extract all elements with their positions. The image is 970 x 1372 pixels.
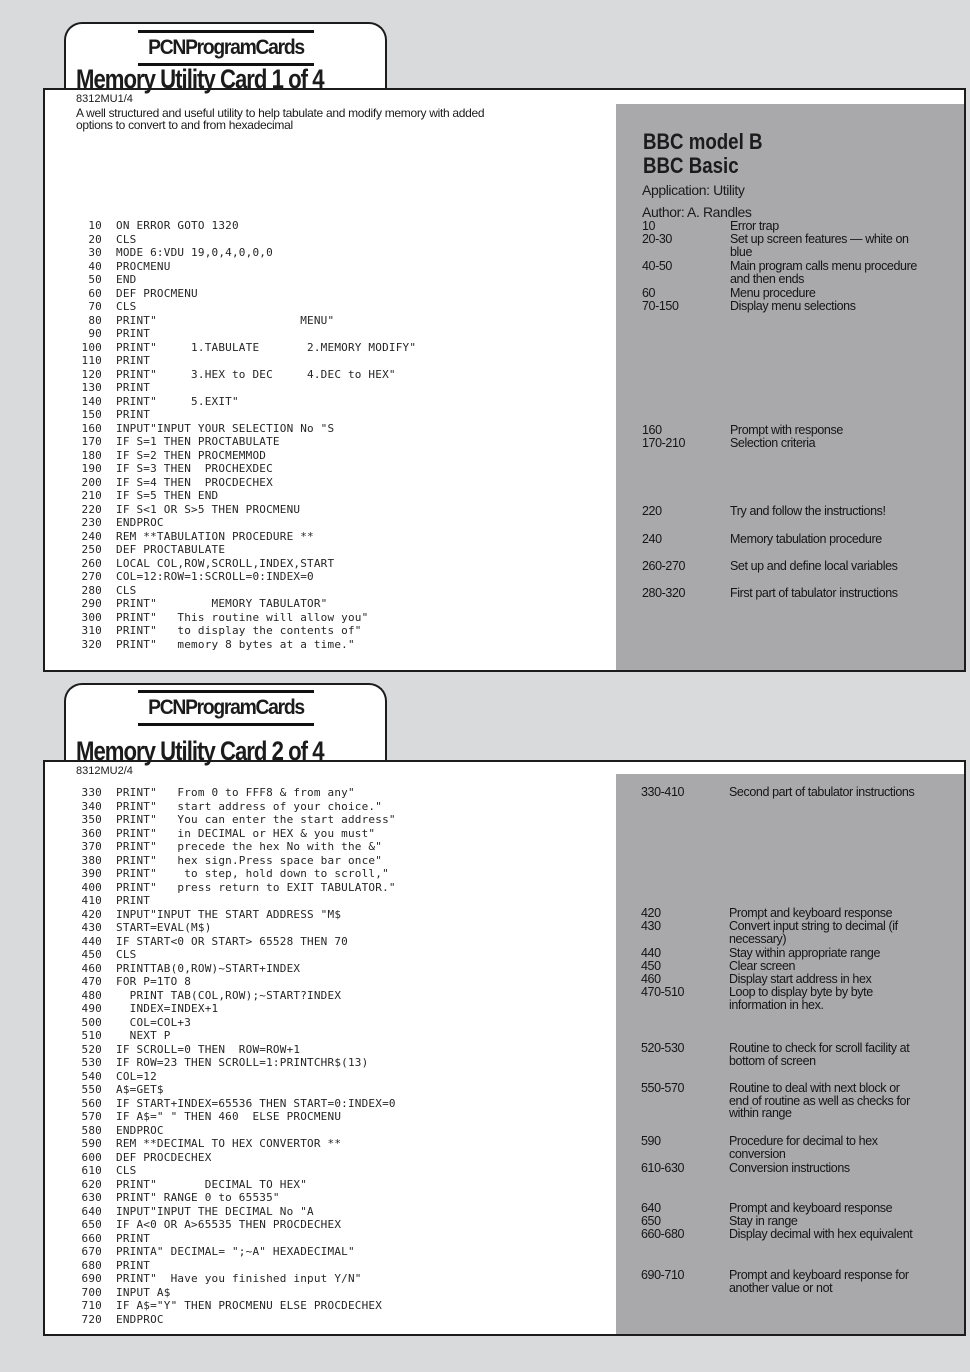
line-code: PRINT" RANGE 0 to 65535" <box>116 1191 280 1204</box>
code-line <box>68 921 396 935</box>
line-number: 210 <box>81 489 102 502</box>
line-code: PRINT" DECIMAL TO HEX" <box>116 1177 308 1191</box>
note-text: Set up screen features — white on blue <box>730 232 909 259</box>
line-number: 170 <box>81 435 102 448</box>
line-number: 70 <box>88 300 102 313</box>
code-line <box>68 584 416 598</box>
code-line <box>68 408 416 422</box>
note-text: Prompt and keyboard response <box>729 906 893 920</box>
line-code: COL=12:ROW=1:SCROLL=0:INDEX=0 <box>116 570 314 583</box>
line-number: 700 <box>81 1285 102 1299</box>
line-number: 640 <box>81 1204 102 1218</box>
line-code: PRINT" This routine will allow you" <box>116 610 369 624</box>
code-line <box>68 1218 396 1232</box>
line-number: 30 <box>88 246 102 259</box>
line-number: 470 <box>81 975 102 988</box>
line-code: IF S=4 THEN PROCDECHEX <box>116 475 273 489</box>
code-line <box>68 827 396 841</box>
line-number: 660 <box>81 1231 102 1245</box>
line-number: 160 <box>81 421 102 435</box>
line-code: PROCMENU <box>116 259 171 273</box>
line-number: 220 <box>81 502 102 516</box>
code-line <box>68 557 416 571</box>
line-code: PRINT" hex sign.Press space bar once" <box>116 853 383 867</box>
line-number: 120 <box>81 367 102 381</box>
line-code: INPUT"INPUT YOUR SELECTION No "S <box>116 421 335 435</box>
brand-rule-bottom <box>138 723 314 726</box>
code-line <box>68 503 416 517</box>
note-text: Display start address in hex <box>729 972 872 986</box>
note-line-ref: 70-150 <box>642 299 679 313</box>
code-line <box>68 1232 396 1246</box>
note-line-ref: 640 <box>641 1201 661 1215</box>
code-line <box>68 368 416 382</box>
code-line <box>68 219 416 233</box>
line-number: 240 <box>81 529 102 543</box>
line-number: 50 <box>88 273 102 286</box>
note-text: Routine to deal with next block or end of routine as well as checks for within range <box>729 1081 910 1120</box>
note-text: Main program calls menu procedure and then ends <box>730 259 917 286</box>
code-line <box>68 341 416 355</box>
code-line <box>68 435 416 449</box>
line-code: CLS <box>116 948 137 961</box>
line-number: 520 <box>81 1042 102 1056</box>
line-code: DEF PROCDECHEX <box>116 1150 212 1164</box>
line-number: 360 <box>81 826 102 840</box>
line-code: PRINT" memory 8 bytes at a time." <box>116 637 355 651</box>
note-line-ref: 260-270 <box>642 559 686 573</box>
line-code: INPUT"INPUT THE START ADDRESS "M$ <box>116 907 342 921</box>
code-line <box>68 881 396 895</box>
line-number: 690 <box>81 1272 102 1285</box>
line-code: IF A$=" " THEN 460 ELSE PROCMENU <box>116 1110 342 1123</box>
line-number: 140 <box>81 394 102 408</box>
code-line <box>68 1164 396 1178</box>
line-number: 200 <box>81 475 102 489</box>
note-line-ref: 20-30 <box>642 232 672 246</box>
line-number: 620 <box>81 1177 102 1191</box>
note-text: Conversion instructions <box>729 1161 850 1175</box>
code-line <box>68 314 416 328</box>
line-code: IF START+INDEX=65536 THEN START=0:INDEX=0 <box>116 1096 396 1110</box>
code-line <box>68 449 416 463</box>
note-line-ref: 590 <box>641 1134 661 1148</box>
line-number: 370 <box>81 840 102 853</box>
code-line <box>68 962 396 976</box>
line-number: 300 <box>81 610 102 624</box>
note-line-ref: 690-710 <box>641 1268 685 1282</box>
line-code: IF A$="Y" THEN PROCMENU ELSE PROCDECHEX <box>116 1299 383 1312</box>
line-code: INDEX=INDEX+1 <box>116 1002 219 1015</box>
line-code: END <box>116 273 137 286</box>
code-line <box>68 1110 396 1124</box>
line-number: 110 <box>81 354 102 367</box>
line-code: PRINT" MENU" <box>116 313 335 327</box>
line-code: ON ERROR GOTO 1320 <box>116 219 239 232</box>
line-code: REM **DECIMAL TO HEX CONVERTOR ** <box>116 1137 342 1150</box>
line-number: 610 <box>81 1164 102 1177</box>
line-code: PRINT" 1.TABULATE 2.MEMORY MODIFY" <box>116 340 417 354</box>
note-line-ref: 420 <box>641 906 661 920</box>
line-code: IF S<1 OR S>5 THEN PROCMENU <box>116 502 301 516</box>
note-line-ref: 520-530 <box>641 1041 685 1055</box>
note-text: Stay within appropriate range <box>729 946 880 960</box>
code-line <box>68 516 416 530</box>
note-text: Stay in range <box>729 1214 798 1228</box>
line-code: FOR P=1TO 8 <box>116 975 192 988</box>
note-line-ref: 650 <box>641 1214 661 1228</box>
code-line <box>68 813 396 827</box>
line-code: CLS <box>116 232 137 246</box>
code-line <box>68 422 416 436</box>
note-text: Display menu selections <box>730 299 856 313</box>
code-line <box>68 395 416 409</box>
card1-author: Author: A. Randles <box>642 204 752 220</box>
code-line <box>68 489 416 503</box>
line-code: PRINT <box>116 1258 151 1272</box>
code-line <box>68 246 416 260</box>
code-line <box>68 1286 396 1300</box>
code-line <box>68 1097 396 1111</box>
note-line-ref: 430 <box>641 919 661 933</box>
note-text: Loop to display byte by byte information in hex. <box>729 985 873 1012</box>
line-code: IF S=1 THEN PROCTABULATE <box>116 435 280 448</box>
line-number: 590 <box>81 1137 102 1150</box>
card1-title: Memory Utility Card 1 of 4 <box>76 64 324 94</box>
line-number: 570 <box>81 1110 102 1123</box>
line-number: 600 <box>81 1150 102 1164</box>
code-line <box>68 800 396 814</box>
code-line <box>68 1245 396 1259</box>
code-line <box>68 1016 396 1030</box>
line-number: 550 <box>81 1083 102 1096</box>
note-text: Procedure for decimal to hex conversion <box>729 1134 878 1161</box>
code-line <box>68 1083 396 1097</box>
line-number: 480 <box>81 988 102 1002</box>
line-code: DEF PROCTABULATE <box>116 543 226 556</box>
code-line <box>68 381 416 395</box>
note-text: Routine to check for scroll facility at bottom of screen <box>729 1041 910 1068</box>
line-code: COL=12 <box>116 1069 157 1083</box>
line-number: 350 <box>81 813 102 826</box>
line-number: 280 <box>81 583 102 597</box>
code-line <box>68 1029 396 1043</box>
line-number: 540 <box>81 1069 102 1083</box>
code-line <box>68 786 396 800</box>
line-number: 650 <box>81 1218 102 1231</box>
line-code: A$=GET$ <box>116 1083 164 1096</box>
line-code: PRINT" Have you finished input Y/N" <box>116 1272 362 1285</box>
note-text: Clear screen <box>729 959 796 973</box>
note-line-ref: 60 <box>642 286 656 300</box>
code-line <box>68 1137 396 1151</box>
line-number: 400 <box>81 880 102 894</box>
line-number: 10 <box>88 219 102 232</box>
note-text: Menu procedure <box>730 286 816 300</box>
note-text: Memory tabulation procedure <box>730 532 882 546</box>
line-code: MODE 6:VDU 19,0,4,0,0,0 <box>116 246 273 259</box>
card2-brand-logo <box>138 690 314 726</box>
line-number: 420 <box>81 907 102 921</box>
note-text: Display decimal with hex equivalent <box>729 1227 913 1241</box>
card1-code-listing <box>68 219 416 651</box>
line-number: 460 <box>81 961 102 975</box>
note-text: Try and follow the instructions! <box>730 504 886 518</box>
line-code: PRINT <box>116 327 151 340</box>
note-line-ref: 460 <box>641 972 661 986</box>
code-line <box>68 1002 396 1016</box>
line-number: 530 <box>81 1056 102 1069</box>
code-line <box>68 476 416 490</box>
line-code: PRINT" MEMORY TABULATOR" <box>116 597 328 610</box>
code-line <box>68 1124 396 1138</box>
code-line <box>68 854 396 868</box>
note-line-ref: 170-210 <box>642 436 686 450</box>
code-line <box>68 611 416 625</box>
line-number: 260 <box>81 556 102 570</box>
line-code: ENDPROC <box>116 1312 164 1326</box>
line-number: 90 <box>88 327 102 340</box>
line-code: IF S=5 THEN END <box>116 489 219 502</box>
line-code: CLS <box>116 583 137 597</box>
note-line-ref: 40-50 <box>642 259 672 273</box>
line-code: NEXT P <box>116 1029 171 1042</box>
code-line <box>68 989 396 1003</box>
code-line <box>68 840 396 854</box>
line-number: 250 <box>81 543 102 556</box>
card2-code-listing <box>68 786 396 1326</box>
platform-model: BBC model B <box>643 129 763 154</box>
line-number: 180 <box>81 448 102 462</box>
line-code: PRINT" start address of your choice." <box>116 799 383 813</box>
line-code: PRINT" You can enter the start address" <box>116 813 396 826</box>
card2-code-id: 8312MU2/4 <box>76 765 133 777</box>
line-number: 40 <box>88 259 102 273</box>
note-line-ref: 330-410 <box>641 785 685 799</box>
line-code: START=EVAL(M$) <box>116 921 212 934</box>
line-number: 450 <box>81 948 102 961</box>
code-line <box>68 530 416 544</box>
code-line <box>68 1151 396 1165</box>
line-number: 430 <box>81 921 102 934</box>
card1-brand-logo <box>138 30 314 66</box>
line-number: 20 <box>88 232 102 246</box>
line-code: PRINT <box>116 408 151 421</box>
line-number: 630 <box>81 1191 102 1204</box>
line-number: 60 <box>88 286 102 300</box>
code-line <box>68 273 416 287</box>
line-code: PRINT <box>116 381 151 394</box>
line-code: PRINT" precede the hex No with the &" <box>116 840 383 853</box>
line-code: IF SCROLL=0 THEN ROW=ROW+1 <box>116 1042 301 1056</box>
code-line <box>68 1313 396 1327</box>
line-number: 510 <box>81 1029 102 1042</box>
code-line <box>68 233 416 247</box>
line-number: 680 <box>81 1258 102 1272</box>
line-code: PRINT <box>116 1231 151 1245</box>
note-text: Set up and define local variables <box>730 559 898 573</box>
line-code: INPUT A$ <box>116 1285 171 1299</box>
code-line <box>68 624 416 638</box>
line-number: 80 <box>88 313 102 327</box>
line-number: 410 <box>81 894 102 907</box>
note-line-ref: 450 <box>641 959 661 973</box>
note-text: Prompt with response <box>730 423 843 437</box>
line-code: PRINTA" DECIMAL= ";~A" HEXADECIMAL" <box>116 1245 355 1258</box>
line-code: ENDPROC <box>116 516 164 529</box>
line-code: REM **TABULATION PROCEDURE ** <box>116 529 314 543</box>
code-line <box>68 1272 396 1286</box>
line-number: 270 <box>81 570 102 583</box>
card1-description: A well structured and useful utility to help tabulate and modify memory with added options to convert to and from hexadecimal <box>76 106 485 132</box>
code-line <box>68 638 416 652</box>
line-code: IF A<0 OR A>65535 THEN PROCDECHEX <box>116 1218 342 1231</box>
line-code: PRINT" to step, hold down to scroll," <box>116 867 389 880</box>
line-code: PRINT" to display the contents of" <box>116 624 362 637</box>
code-line <box>68 327 416 341</box>
code-line <box>68 1205 396 1219</box>
note-text: Convert input string to decimal (if necessary) <box>729 919 898 946</box>
line-code: PRINT" in DECIMAL or HEX & you must" <box>116 826 376 840</box>
line-number: 560 <box>81 1096 102 1110</box>
code-line <box>68 570 416 584</box>
note-text: Prompt and keyboard response for another value or not <box>729 1268 909 1295</box>
code-line <box>68 462 416 476</box>
note-line-ref: 280-320 <box>642 586 686 600</box>
note-line-ref: 660-680 <box>641 1227 685 1241</box>
line-code: PRINT <box>116 354 151 367</box>
line-code: PRINT <box>116 894 151 907</box>
line-code: PRINT" 3.HEX to DEC 4.DEC to HEX" <box>116 367 396 381</box>
note-line-ref: 10 <box>642 219 656 233</box>
code-line <box>68 300 416 314</box>
note-line-ref: 240 <box>642 532 662 546</box>
note-line-ref: 610-630 <box>641 1161 685 1175</box>
line-number: 500 <box>81 1015 102 1029</box>
code-line <box>68 975 396 989</box>
line-number: 380 <box>81 853 102 867</box>
code-line <box>68 894 396 908</box>
code-line <box>68 1299 396 1313</box>
line-code: PRINT" 5.EXIT" <box>116 394 239 408</box>
note-text: Second part of tabulator instructions <box>729 785 915 799</box>
note-text: Prompt and keyboard response <box>729 1201 893 1215</box>
line-code: CLS <box>116 1164 137 1177</box>
line-code: DEF PROCMENU <box>116 286 198 300</box>
card2-title: Memory Utility Card 2 of 4 <box>76 736 324 766</box>
note-line-ref: 220 <box>642 504 662 518</box>
code-line <box>68 1070 396 1084</box>
line-code: PRINT" From 0 to FFF8 & from any" <box>116 786 355 799</box>
line-number: 310 <box>81 624 102 637</box>
platform-language: BBC Basic <box>643 153 739 178</box>
line-code: IF S=3 THEN PROCHEXDEC <box>116 462 273 475</box>
note-text: First part of tabulator instructions <box>730 586 898 600</box>
code-line <box>68 1178 396 1192</box>
card1-application: Application: Utility <box>642 182 745 198</box>
line-number: 190 <box>81 462 102 475</box>
code-line <box>68 597 416 611</box>
code-line <box>68 287 416 301</box>
note-line-ref: 160 <box>642 423 662 437</box>
code-line <box>68 260 416 274</box>
line-number: 580 <box>81 1123 102 1137</box>
line-code: PRINT" press return to EXIT TABULATOR." <box>116 880 396 894</box>
line-number: 290 <box>81 597 102 610</box>
line-number: 150 <box>81 408 102 421</box>
code-line <box>68 935 396 949</box>
line-code: IF START<0 OR START> 65528 THEN 70 <box>116 934 348 948</box>
code-line <box>68 1043 396 1057</box>
line-code: PRINTTAB(0,ROW)~START+INDEX <box>116 961 301 975</box>
line-code: LOCAL COL,ROW,SCROLL,INDEX,START <box>116 556 335 570</box>
brand-name: PCNProgramCards <box>148 36 304 59</box>
line-code: CLS <box>116 300 137 313</box>
line-code: ENDPROC <box>116 1123 164 1137</box>
line-number: 320 <box>81 637 102 651</box>
line-code: IF S=2 THEN PROCMEMMOD <box>116 448 267 462</box>
code-line <box>68 948 396 962</box>
line-number: 340 <box>81 799 102 813</box>
card1-platform <box>643 130 762 178</box>
line-number: 490 <box>81 1002 102 1015</box>
note-line-ref: 470-510 <box>641 985 685 999</box>
code-line <box>68 867 396 881</box>
line-number: 710 <box>81 1299 102 1312</box>
line-number: 720 <box>81 1312 102 1326</box>
line-code: INPUT"INPUT THE DECIMAL No "A <box>116 1204 314 1218</box>
line-code: PRINT TAB(COL,ROW);~START?INDEX <box>116 988 342 1002</box>
code-line <box>68 1191 396 1205</box>
line-number: 440 <box>81 934 102 948</box>
note-text: Error trap <box>730 219 779 233</box>
line-number: 100 <box>81 340 102 354</box>
line-code: COL=COL+3 <box>116 1015 192 1029</box>
line-number: 230 <box>81 516 102 529</box>
code-line <box>68 1259 396 1273</box>
code-line <box>68 908 396 922</box>
note-text: Selection criteria <box>730 436 816 450</box>
line-number: 670 <box>81 1245 102 1258</box>
line-number: 390 <box>81 867 102 880</box>
note-line-ref: 550-570 <box>641 1081 685 1095</box>
code-line <box>68 354 416 368</box>
line-code: IF ROW=23 THEN SCROLL=1:PRINTCHR$(13) <box>116 1056 369 1069</box>
line-number: 330 <box>81 786 102 799</box>
brand-name: PCNProgramCards <box>148 696 304 719</box>
code-line <box>68 543 416 557</box>
code-line <box>68 1056 396 1070</box>
line-number: 130 <box>81 381 102 394</box>
card1-code-id: 8312MU1/4 <box>76 93 133 105</box>
note-line-ref: 440 <box>641 946 661 960</box>
